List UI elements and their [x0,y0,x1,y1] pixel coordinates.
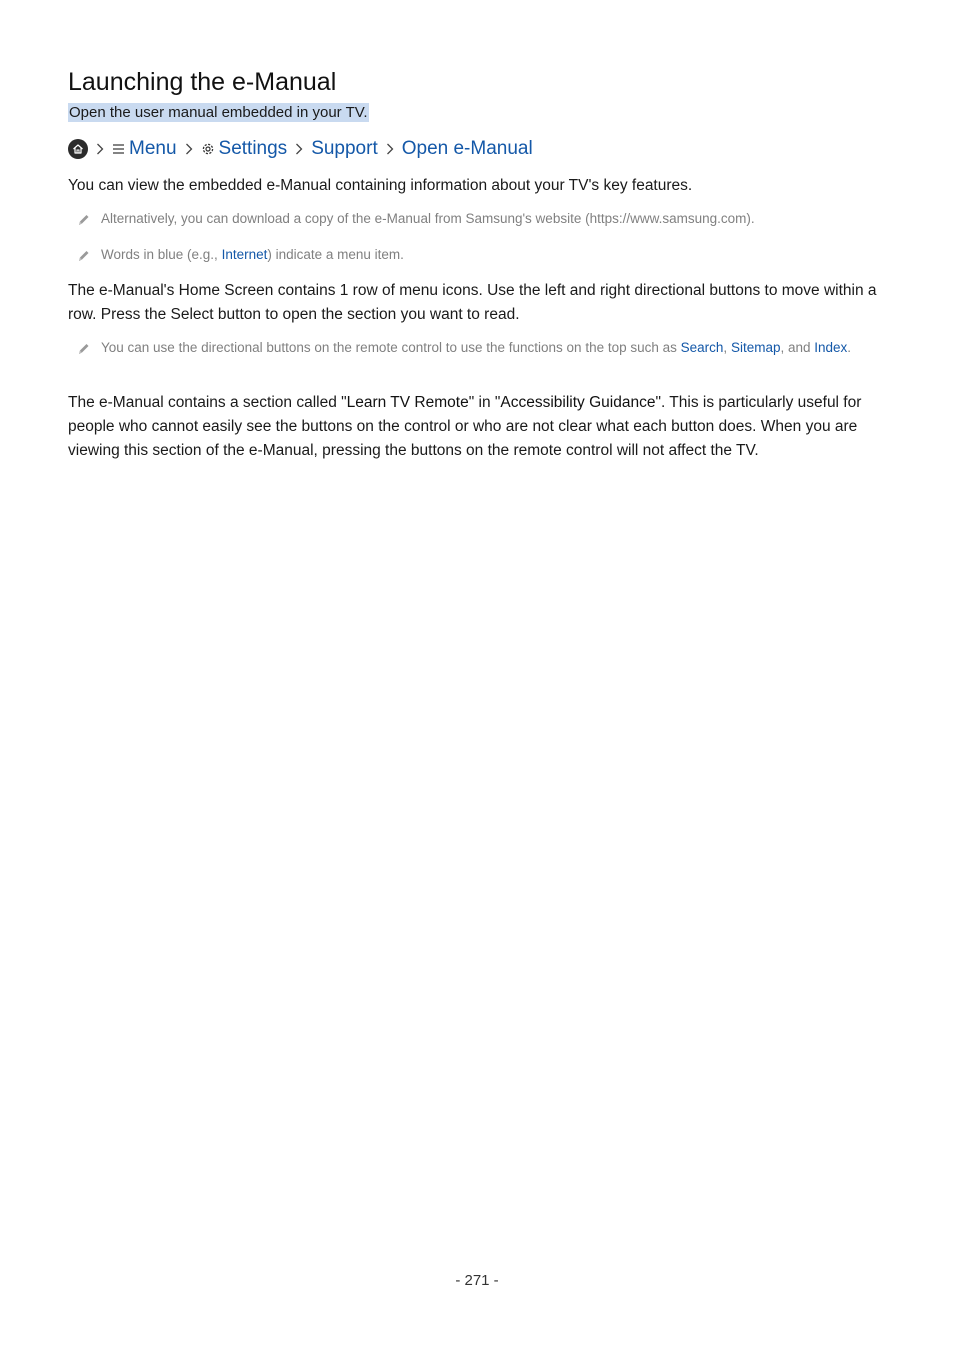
page-subtitle: Open the user manual embedded in your TV. [69,104,368,121]
note-text-part: , [723,340,731,355]
home-icon[interactable] [68,139,88,159]
note-text-part: ) indicate a menu item. [267,247,404,262]
gear-icon [201,142,215,156]
note-text [101,243,888,266]
note-text [101,336,888,359]
page-number: - 271 - [455,1272,499,1289]
chevron-right-icon [386,143,394,155]
breadcrumb-open-emanual[interactable]: Open e-Manual [401,138,533,159]
note-text-part: You can use the directional buttons on the remote control to use the functions on the top such as [101,340,681,355]
chevron-right-icon [185,143,193,155]
pencil-icon [76,340,90,363]
paragraph-text-part: " in " [468,394,501,411]
chevron-right-icon [295,143,303,155]
breadcrumb-support[interactable]: Support [311,138,378,159]
note-directional-buttons [68,336,888,359]
paragraph-text-part: ". This is particularly useful for people who cannot easily see the buttons on the control or who are not clear what each button does. When you are viewing this section of the e-Manual, pressing the buttons on the remote control will not affect the TV. [68,394,862,459]
breadcrumb [68,137,533,161]
internet-menu-item: Internet [221,247,268,262]
learn-tv-remote-item: Learn TV Remote [346,394,469,411]
index-menu-item: Index [814,340,848,355]
learn-remote-paragraph [68,391,888,463]
pencil-icon [76,247,90,270]
paragraph-text-part: The e-Manual contains a section called " [68,394,347,411]
note-text-part: , and [780,340,815,355]
note-download [68,207,888,230]
note-text-part: Words in blue (e.g., [101,247,222,262]
menu-icon [112,143,125,155]
breadcrumb-menu[interactable]: Menu [129,138,177,159]
page-title: Launching the e-Manual [68,68,337,96]
breadcrumb-settings[interactable]: Settings [218,138,288,159]
home-screen-paragraph: The e-Manual's Home Screen contains 1 row of menu icons. Use the left and right directional buttons to move within a row. Press the Select button to open the section you want to read. [68,282,877,323]
intro-paragraph: You can view the embedded e-Manual containing information about your TV's key features. [68,177,693,194]
accessibility-guidance-item: Accessibility Guidance [500,394,656,411]
note-text: Alternatively, you can download a copy of the e-Manual from Samsung's website (https://www.samsung.com). [101,211,755,226]
search-menu-item: Search [680,340,724,355]
chevron-right-icon [96,143,104,155]
sitemap-menu-item: Sitemap [730,340,781,355]
note-blue-words [68,243,888,266]
note-text-part: . [847,340,852,355]
pencil-icon [76,211,90,234]
